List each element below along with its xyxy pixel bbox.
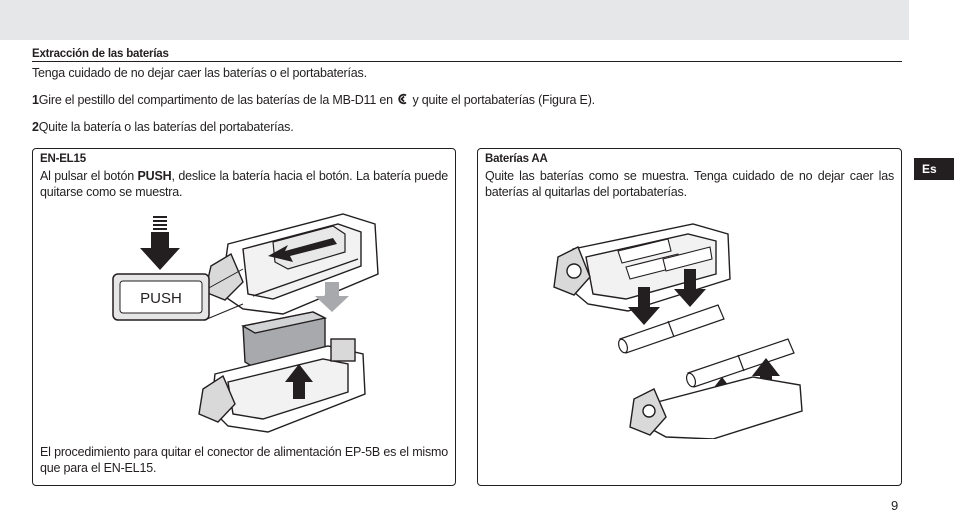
aa-box-title: Baterías AA [485,153,548,165]
step-1-number: 1 [32,93,39,107]
enel15-push-label: PUSH [137,169,172,183]
enel15-box [32,148,456,486]
push-button-label: PUSH [140,290,182,307]
header-band [0,0,909,40]
enel15-box-text [40,168,448,200]
enel15-box-footer: El procedimiento para quitar el conector de alimentación EP-5B es el mismo que para el EN-EL15. [40,445,448,475]
step-1-text-after: y quite el portabaterías (Figura E). [412,93,595,107]
aa-removal-illustration [538,199,838,439]
step-2-text: Quite la batería o las baterías del portabaterías. [38,120,294,134]
press-arrow-icon [140,216,180,270]
step-2-number: 2 [32,120,39,134]
unlock-arrow-icon [396,93,409,107]
aa-box-text: Quite las baterías como se muestra. Tenga cuidado de no dejar caer las baterías al quitarlas del portabaterías. [485,169,894,199]
enel15-removal-illustration [103,204,393,434]
step-1-text-before: Gire el pestillo del compartimento de las baterías de la MB-D11 en [38,93,393,107]
step-1 [32,93,595,107]
aa-box [477,148,902,486]
intro-paragraph: Tenga cuidado de no dejar caer las baterías o el portabaterías. [32,66,367,80]
page-number: 9 [891,498,899,513]
enel15-text-before: Al pulsar el botón [40,169,134,183]
lower-aa-holder [630,377,802,439]
language-tab: Es [914,158,954,180]
section-title: Extracción de las baterías [32,48,902,62]
enel15-text-after: , deslice la batería hacia el botón. La batería puede quitarse como se muestra. [40,169,448,199]
step-2 [32,120,294,134]
enel15-box-title: EN-EL15 [40,153,86,165]
